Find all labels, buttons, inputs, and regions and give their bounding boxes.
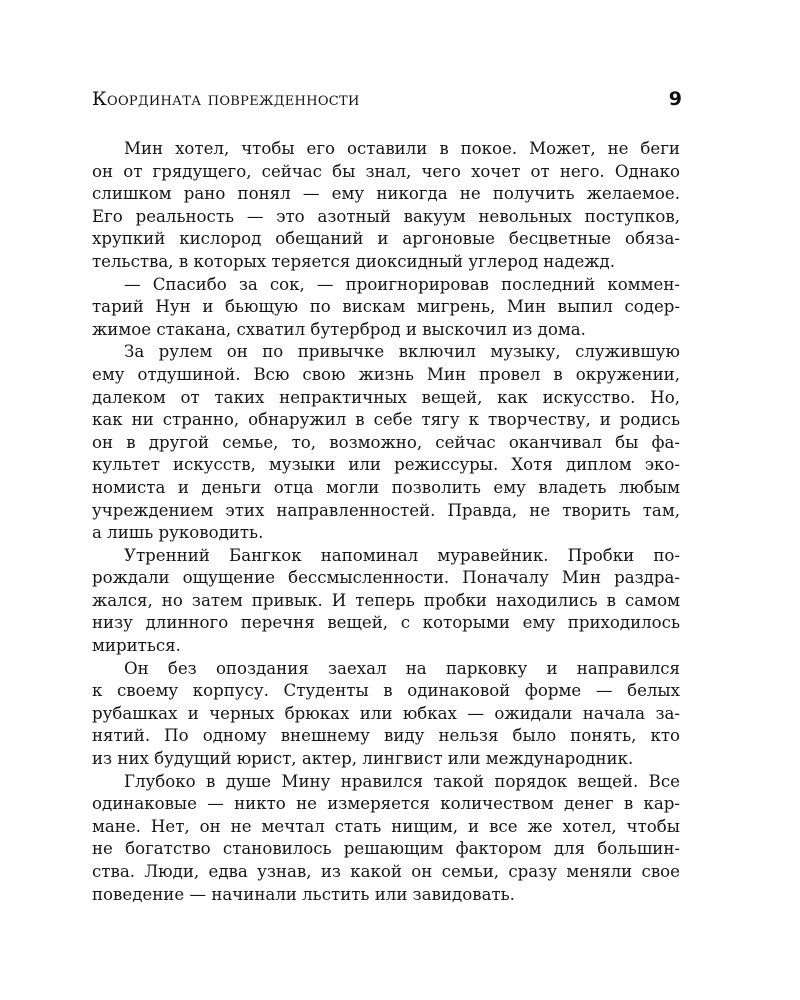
text-line: ему отдушиной. Всю свою жизнь Мин провел в окружении, [92, 364, 680, 384]
text-line: далеком от таких непрактичных вещей, как искусство. Но, [92, 387, 680, 407]
paragraph [92, 138, 680, 274]
text-line: тельства, в которых теряется диоксидный углерод надежд. [92, 251, 616, 271]
text-line: одинаковые — никто не измеряется количеством денег в кар- [92, 794, 680, 814]
paragraph [92, 658, 680, 771]
paragraph [92, 341, 680, 544]
text-line: За рулем он по привычке включил музыку, служившую [124, 342, 680, 362]
text-line: он в другой семье, то, возможно, сейчас оканчивал бы фа- [92, 432, 680, 452]
text-line: тарий Нун и бьющую по вискам мигрень, Мин выпил содер- [92, 297, 680, 317]
page-number: 9 [668, 88, 682, 110]
text-line: рождали ощущение бессмысленности. Поначалу Мин раздра- [92, 568, 680, 588]
paragraph [92, 771, 680, 907]
text-line: нятий. По одному внешнему виду нельзя было понять, кто [92, 726, 680, 746]
text-line: — Спасибо за сок, — проигнорировав последний коммен- [124, 274, 680, 294]
body-text [92, 138, 680, 906]
text-line: мириться. [92, 636, 181, 656]
chapter-title: Координата поврежденности [92, 88, 360, 110]
text-line: из них будущий юрист, актер, лингвист или международник. [92, 749, 634, 769]
text-line: не богатство становилось решающим фактором для большин- [92, 839, 680, 859]
text-line: слишком рано понял — ему никогда не получить желаемое. [92, 184, 680, 204]
text-line: Глубоко в душе Мину нравился такой порядок вещей. Все [124, 771, 680, 791]
text-line: жался, но затем привык. И теперь пробки находились в самом [92, 590, 680, 610]
text-line: к своему корпусу. Студенты в одинаковой форме — белых [92, 681, 680, 701]
text-line: поведение — начинали льстить или завидовать. [92, 884, 515, 904]
text-line: Утренний Бангкок напоминал муравейник. Пробки по- [124, 545, 680, 565]
paragraph [92, 545, 680, 658]
text-line: Мин хотел, чтобы его оставили в покое. Может, не беги [124, 139, 680, 158]
text-line: ства. Люди, едва узнав, из какой он семьи, сразу меняли свое [92, 862, 680, 881]
text-line: Он без опоздания заехал на парковку и направился [124, 658, 680, 678]
text-line: номиста и деньги отца могли позволить ему владеть любым [92, 477, 680, 497]
text-line: он от грядущего, сейчас бы знал, чего хочет от него. Однако [92, 161, 680, 181]
text-line: учреждением этих направленностей. Правда, не творить там, [92, 500, 680, 520]
text-line: а лишь руководить. [92, 523, 264, 543]
text-line: Его реальность — это азотный вакуум невольных поступков, [92, 206, 680, 226]
text-line: мане. Нет, он не мечтал стать нищим, и все же хотел, чтобы [92, 816, 680, 836]
running-head [92, 88, 682, 118]
text-line: низу длинного перечня вещей, с которыми ему приходилось [92, 613, 680, 633]
text-line: жимое стакана, схватил бутерброд и выскочил из дома. [92, 319, 586, 339]
text-line: как ни странно, обнаружил в себе тягу к творчеству, и родись [92, 410, 680, 430]
paragraph [92, 274, 680, 342]
text-line: культет искусств, музыки или режиссуры. Хотя диплом эко- [92, 455, 680, 475]
text-line: хрупкий кислород обещаний и аргоновые бесцветные обяза- [92, 229, 680, 249]
text-line: рубашках и черных брюках или юбках — ожидали начала за- [92, 703, 680, 723]
